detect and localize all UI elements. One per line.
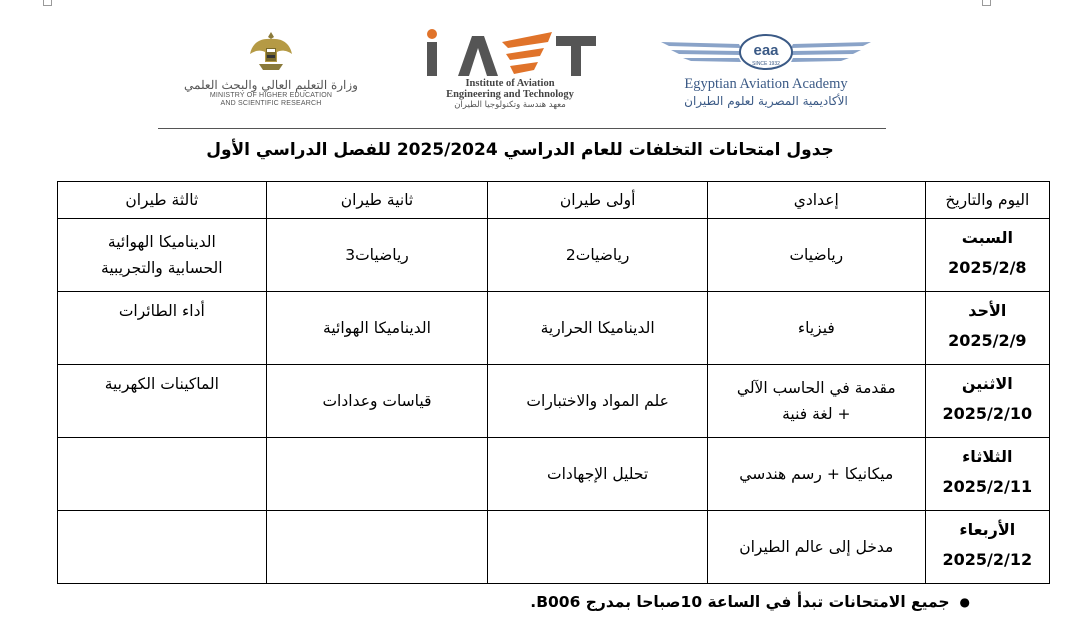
first-year-exam-cell: [488, 438, 708, 511]
second-year-exam-cell: [266, 365, 488, 438]
table-row: [58, 219, 1050, 292]
ministry-name-english-line1: MINISTRY OF HIGHER EDUCATION: [209, 92, 333, 99]
prep-exam: مدخل إلى عالم الطيران: [739, 538, 894, 556]
exam-date: 2025/2/11: [942, 477, 1033, 496]
ministry-logo: [180, 28, 362, 124]
header-first-year: أولى طيران: [488, 182, 708, 219]
prep-exam: رياضيات: [789, 246, 844, 264]
third-year-exam-cell: [58, 292, 267, 365]
prep-exam-cell: [707, 365, 925, 438]
page-corner-mark-left: [43, 0, 52, 6]
third-year-exam-line2: الحسابية والتجريبية: [101, 259, 223, 277]
page-corner-mark-right: [982, 0, 991, 6]
first-year-exam: تحليل الإجهادات: [547, 465, 649, 483]
first-year-exam-cell: [488, 365, 708, 438]
iaet-logo: [396, 28, 624, 124]
exam-date: 2025/2/8: [948, 258, 1027, 277]
third-year-exam-cell: [58, 365, 267, 438]
third-year-exam-line1: الديناميكا الهوائية: [107, 233, 216, 251]
eaa-badge-since: SINCE 1932: [752, 61, 780, 67]
third-year-exam-cell: [58, 511, 267, 584]
prep-exam-cell: [707, 219, 925, 292]
ministry-name-arabic: وزارة التعليم العالي والبحث العلمي: [184, 78, 358, 92]
eaa-logo: [656, 34, 876, 122]
header-divider: [158, 128, 886, 129]
first-year-exam-cell: [488, 292, 708, 365]
day-name: الأربعاء: [959, 520, 1016, 539]
second-year-exam-cell: [266, 438, 488, 511]
second-year-exam-cell: [266, 219, 488, 292]
day-name: الاثنين: [961, 374, 1013, 393]
second-year-exam: الديناميكا الهوائية: [323, 319, 431, 337]
exam-date: 2025/2/12: [942, 550, 1033, 569]
prep-exam-line2: + لغة فنية: [782, 405, 851, 423]
first-year-exam: رياضيات2: [565, 246, 630, 264]
first-year-exam: الديناميكا الحرارية: [540, 319, 655, 337]
day-name: الأحد: [968, 301, 1007, 320]
table-row: [58, 511, 1050, 584]
second-year-exam-cell: [266, 292, 488, 365]
prep-exam: فيزياء: [797, 319, 835, 337]
table-row: [58, 438, 1050, 511]
exam-time-note: [440, 590, 970, 614]
first-year-exam-cell: [488, 511, 708, 584]
second-year-exam: قياسات وعدادات: [322, 392, 432, 410]
iaet-name-english-line2: Engineering and Technology: [446, 89, 574, 100]
second-year-exam-cell: [266, 511, 488, 584]
eagle-emblem-icon: [249, 28, 293, 76]
eaa-badge-text: eaa: [753, 42, 779, 59]
prep-exam-line1: مقدمة في الحاسب الآلي: [736, 379, 896, 397]
header-second-year: ثانية طيران: [266, 182, 488, 219]
bullet-icon: ●: [959, 595, 970, 609]
first-year-exam-cell: [488, 219, 708, 292]
day-date-cell: [925, 438, 1049, 511]
exam-time-note-text: جميع الامتحانات تبدأ في الساعة 10صباحا بمدرج B006.: [530, 593, 950, 611]
header-day-date: اليوم والتاريخ: [925, 182, 1049, 219]
day-date-cell: [925, 365, 1049, 438]
day-date-cell: [925, 219, 1049, 292]
second-year-exam: رياضيات3: [345, 246, 409, 264]
third-year-exam-cell: [58, 219, 267, 292]
exam-schedule-table: [57, 181, 1050, 584]
day-name: السبت: [961, 228, 1013, 247]
exam-date: 2025/2/10: [942, 404, 1033, 423]
prep-exam-cell: [707, 511, 925, 584]
prep-exam-cell: [707, 438, 925, 511]
prep-exam: ميكانيكا + رسم هندسي: [739, 465, 894, 483]
header-prep: إعدادي: [707, 182, 925, 219]
day-date-cell: [925, 511, 1049, 584]
first-year-exam: علم المواد والاختبارات: [526, 392, 669, 410]
third-year-exam-cell: [58, 438, 267, 511]
ministry-name-english-line2: AND SCIENTIFIC RESEARCH: [220, 100, 322, 107]
day-date-cell: [925, 292, 1049, 365]
table-row: [58, 365, 1050, 438]
page-title: جدول امتحانات التخلفات للعام الدراسي 2025/2024 للفصل الدراسي الأول: [206, 140, 834, 160]
table-header-row: [58, 182, 1050, 219]
eaa-name-english: Egyptian Aviation Academy: [684, 76, 848, 92]
eaa-name-arabic: الأكاديمية المصرية لعلوم الطيران: [684, 94, 848, 108]
iaet-name-english-line1: Institute of Aviation: [465, 78, 555, 89]
iaet-name-arabic: معهد هندسة وتكنولوجيا الطيران: [454, 100, 566, 110]
exam-date: 2025/2/9: [948, 331, 1027, 350]
prep-exam-cell: [707, 292, 925, 365]
third-year-exam-line1: الماكينات الكهربية: [104, 375, 219, 393]
third-year-exam-line1: أداء الطائرات: [118, 302, 205, 320]
table-row: [58, 292, 1050, 365]
day-name: الثلاثاء: [962, 447, 1013, 466]
header-third-year: ثالثة طيران: [58, 182, 267, 219]
eaa-wings-badge-icon: [659, 34, 873, 74]
iaet-wordmark-icon: [420, 28, 600, 78]
